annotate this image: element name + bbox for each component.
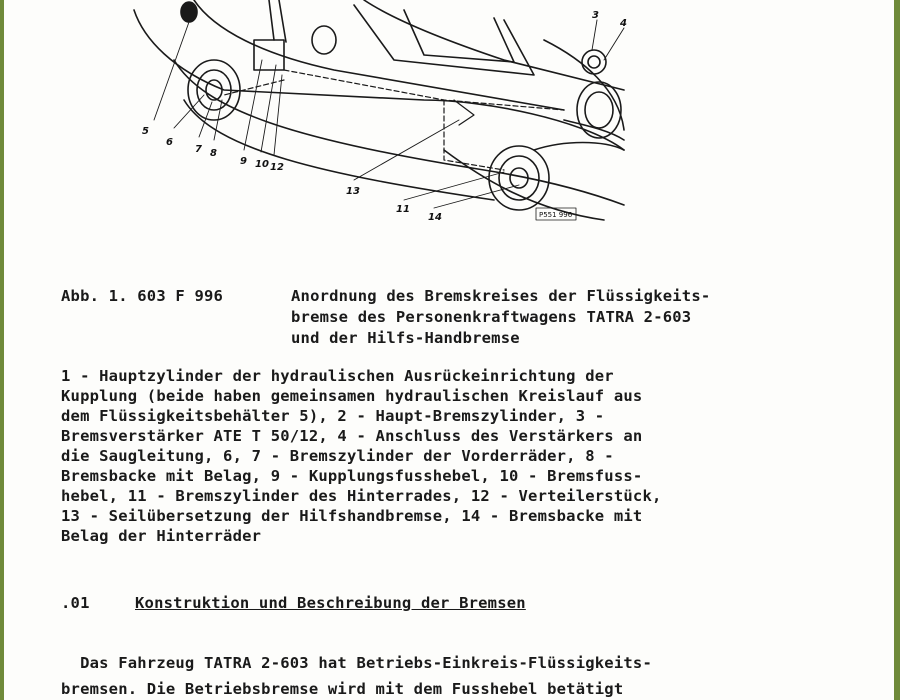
callout-3: 3 [592,10,599,21]
legend-line: 13 - Seilübersetzung der Hilfshandbremse, 14 - Bremsbacke mit [61,507,643,525]
legend-line: Belag der Hinterräder [61,527,262,545]
body-text-line: bremsen. Die Betriebsbremse wird mit dem Fusshebel betätigt [61,680,624,698]
callout-7: 7 [195,144,202,155]
figure-caption-label: Abb. 1. 603 F 996 [61,287,224,305]
callout-11: 11 [396,204,410,215]
legend-line: Bremsverstärker ATE T 50/12, 4 - Anschluss des Verstärkers an [61,427,643,445]
callout-9: 9 [240,156,247,167]
legend-line: Bremsbacke mit Belag, 9 - Kupplungsfusshebel, 10 - Bremsfuss- [61,467,643,485]
legend-line: dem Flüssigkeitsbehälter 5), 2 - Haupt-Bremszylinder, 3 - [61,407,605,425]
legend-line: Kupplung (beide haben gemeinsamen hydraulischen Kreislauf aus [61,387,643,405]
legend-line: 1 - Hauptzylinder der hydraulischen Ausrückeinrichtung der [61,367,614,385]
callout-5: 5 [142,126,149,137]
figure-caption-line: Anordnung des Bremskreises der Flüssigkeits- [291,287,711,305]
legend-line: die Saugleitung, 6, 7 - Bremszylinder der Vorderräder, 8 - [61,447,614,465]
brake-system-illustration [64,0,627,250]
callout-13: 13 [346,186,360,197]
figure-caption-line: bremse des Personenkraftwagens TATRA 2-603 [291,308,692,326]
drawing-stamp: P551 996 [539,211,573,219]
callout-4: 4 [620,18,627,29]
section-title: Konstruktion und Beschreibung der Bremsen [135,594,526,612]
document-page [4,0,894,700]
body-text-line: Das Fahrzeug TATRA 2-603 hat Betriebs-Einkreis-Flüssigkeits- [61,654,652,672]
section-number: .01 [61,594,90,612]
callout-14: 14 [428,212,442,223]
figure-caption-line: und der Hilfs-Handbremse [291,329,520,347]
callout-6: 6 [166,137,173,148]
legend-line: hebel, 11 - Bremszylinder des Hinterrades, 12 - Verteilerstück, [61,487,662,505]
callout-10: 10 [255,159,269,170]
callout-8: 8 [210,148,217,159]
car-drawing [64,0,627,250]
callout-12: 12 [270,162,284,173]
